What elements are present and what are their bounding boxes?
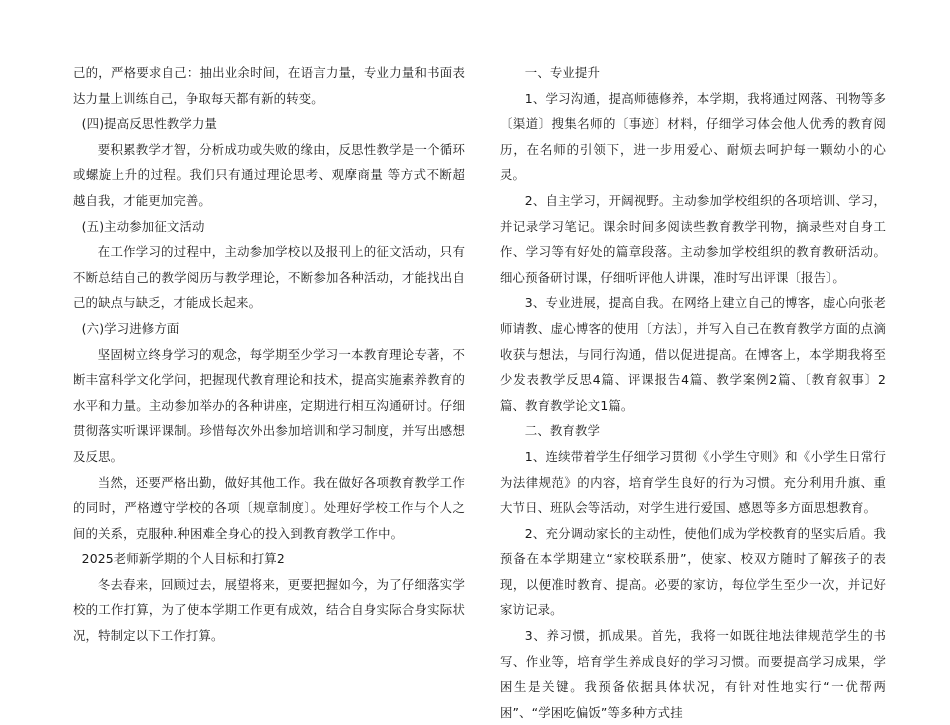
- paragraph: 3、养习惯，抓成果。首先，我将一如既往地法律规范学生的书写、作业等，培育学生养成良好的学习习惯。而要提高学习成果，学困生是关键。我预备依据具体状况，有针对性地实行“一优帮两困”、“学困吃偏饭”等多种方式挂: [500, 628, 886, 720]
- paragraph: 当然，还要严格出勤，做好其他工作。我在做好各项教育教学工作的同时，严格遵守学校的各项〔规章制度〕。处理好学校工作与个人之间的关系，克服种.种困难全身心的投入到教育教学工作中。: [73, 474, 465, 541]
- section-heading: 一、专业提升: [524, 65, 601, 80]
- paragraph: 冬去春来，回顾过去，展望将来，更要把握如今，为了仔细落实学校的工作打算，为了使本学期工作更有成效，结合自身实际合身实际状况，特制定以下工作打算。: [73, 576, 465, 644]
- paragraph: 2、自主学习，开阔视野。主动参加学校组织的各项培训、学习，并记录学习笔记。课余时间多阅读些教育教学刊物，摘录些对自身工作、学习等有好处的篇章段落。主动参加学校组织的教育教研活动。细心预备研讨课，仔细听评他人讲课，准时写出评课〔报告〕。: [500, 192, 886, 285]
- paragraph: 1、连续带着学生仔细学习贯彻《小学生守则》和《小学生日常行为法律规范》的内容，培育学生良好的行为习惯。充分利用升旗、重大节日、班队会等活动，对学生进行爱国、感恩等多方面思想教育。: [500, 448, 886, 516]
- section-heading: (六)学习进修方面: [81, 320, 180, 336]
- section-heading: 二、教育教学: [524, 423, 601, 439]
- right-column: [500, 60, 886, 725]
- paragraph: 3、专业进展，提高自我。在网络上建立自己的博客，虚心向张老师请教、虚心博客的使用〔方法〕，并写入自己在教育教学方面的点滴收获与想法，与同行沟通，借以促进提高。在博客上，本学期我将至少发表教学反思4篇、评课报告4篇、教学案例2篇、〔教育叙事〕2篇、教育教学论文1篇。: [500, 295, 886, 413]
- section-heading: (五)主动参加征文活动: [81, 218, 205, 234]
- left-column: [73, 60, 465, 649]
- paragraph: 2、充分调动家长的主动性，使他们成为学校教育的坚实后盾。我预备在本学期建立“家校联系册”，使家、校双方随时了解孩子的表现，以便准时教育、提高。必要的家访，每位学生至少一次，并记好家访记录。: [500, 525, 886, 618]
- paragraph: 在工作学习的过程中，主动参加学校以及报刊上的征文活动，只有不断总结自己的教学阅历与教学理论，不断参加各种活动，才能找出自己的缺点与缺乏，才能成长起来。: [73, 244, 465, 311]
- paragraph: 1、学习沟通，提高师德修养，本学期，我将通过网落、刊物等多〔渠道〕搜集名师的〔事迹〕材料，仔细学习体会他人优秀的教育阅历，在名师的引领下，进一步用爱心、耐烦去呵护每一颗幼小的心灵。: [500, 90, 886, 183]
- paragraph: 要积累教学才智，分析成功或失败的缘由，反思性教学是一个循环或螺旋上升的过程。我们只有通过理论思考、观摩商量 等方式不断超越自我，才能更加完善。: [73, 141, 465, 208]
- paragraph: 坚固树立终身学习的观念，每学期至少学习一本教育理论专著，不断丰富科学文化学问，把握现代教育理论和技术，提高实施素养教育的水平和力量。主动参加举办的各种讲座，定期进行相互沟通研讨。仔细贯彻落实听课评课制。珍惜每次外出参加培训和学习制度，并写出感想及反思。: [73, 346, 465, 464]
- article-title: 2025老师新学期的个人目标和打算2: [81, 551, 285, 567]
- paragraph: 己的，严格要求自己：抽出业余时间，在语言力量，专业力量和书面表达力量上训练自己，争取每天都有新的转变。: [73, 65, 465, 106]
- section-heading: (四)提高反思性教学力量: [81, 116, 218, 132]
